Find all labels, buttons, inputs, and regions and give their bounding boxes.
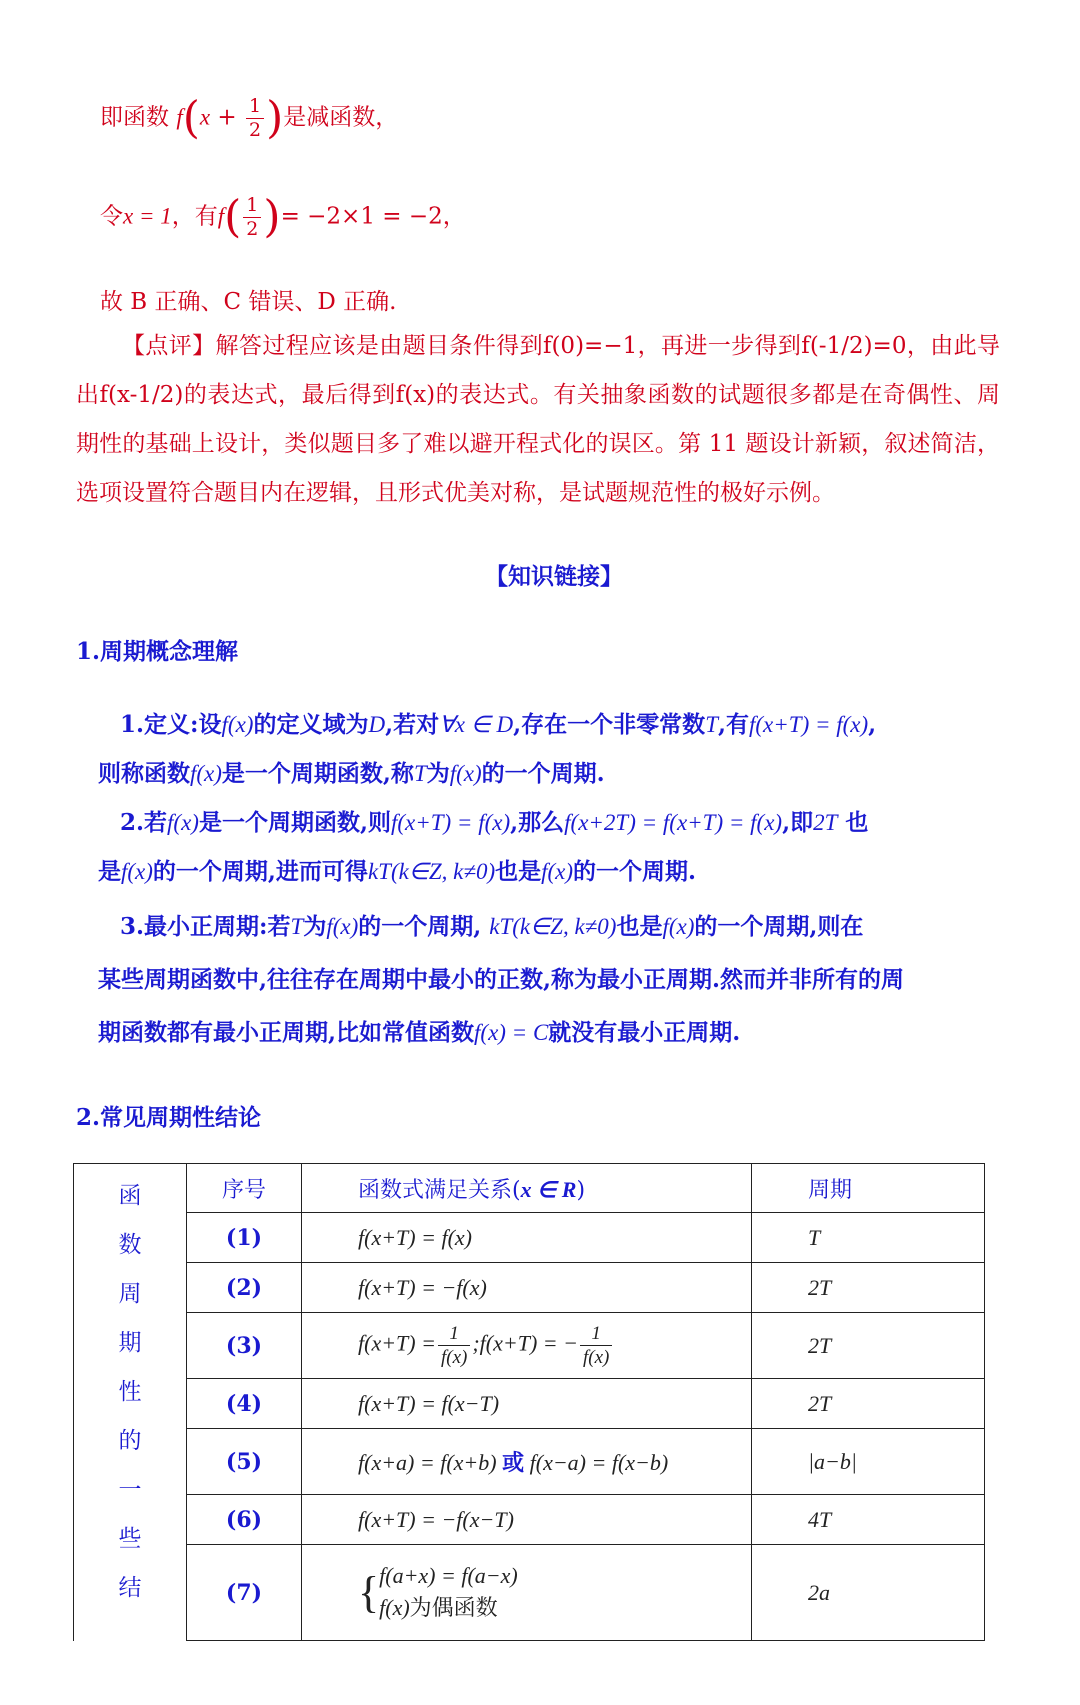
t: 为 bbox=[426, 760, 450, 787]
func: f bbox=[217, 203, 225, 229]
m: f(x) bbox=[221, 712, 254, 737]
row-period: 2T bbox=[752, 1379, 985, 1429]
fraction bbox=[243, 194, 261, 241]
row-period: 2a bbox=[752, 1545, 985, 1641]
t: 函数式满足关系( bbox=[358, 1177, 521, 1203]
t: 某些周期函数中,往往存在周期中最小的正数,称为最小正周期.然而并非所有的周 bbox=[98, 966, 905, 993]
t: 是一个周期函数,则 bbox=[198, 809, 391, 836]
section1-body bbox=[98, 700, 998, 1059]
t: 也是 bbox=[616, 913, 663, 940]
var: x bbox=[199, 104, 211, 130]
fraction bbox=[438, 1322, 470, 1369]
row-period: 2T bbox=[752, 1313, 985, 1379]
m: f(x) bbox=[121, 859, 153, 884]
t: 的一个周期,则在 bbox=[694, 913, 864, 940]
side-char: 结 bbox=[118, 1575, 142, 1601]
t: f(x−a) = f(x−b) bbox=[529, 1450, 669, 1475]
m: kT(k∈Z, k≠0) bbox=[489, 914, 617, 939]
table-row bbox=[74, 1263, 985, 1313]
t: 的一个周期,进而可得 bbox=[152, 858, 368, 885]
t: 2.若 bbox=[120, 809, 168, 836]
header-period: 周期 bbox=[752, 1164, 985, 1213]
table-row bbox=[74, 1429, 985, 1495]
side-char: 的 bbox=[118, 1428, 142, 1454]
paren: ( bbox=[224, 191, 242, 243]
m: f(x) bbox=[190, 761, 222, 786]
t: f(a+x) = f(a−x) bbox=[379, 1563, 518, 1588]
t: 也 bbox=[845, 809, 869, 836]
numerator: 1 bbox=[580, 1322, 612, 1346]
definition-para bbox=[98, 700, 998, 798]
header-relation bbox=[302, 1164, 752, 1213]
t: ,存在一个非零常数 bbox=[513, 711, 706, 738]
periodicity-table bbox=[73, 1163, 985, 1641]
t: 就没有最小正周期. bbox=[548, 1019, 741, 1046]
row-relation bbox=[302, 1545, 752, 1641]
t: , bbox=[868, 711, 877, 738]
paren: ) bbox=[266, 92, 284, 144]
condition: x = 1 bbox=[123, 203, 172, 229]
m: 2T bbox=[813, 810, 838, 835]
text: = −2×1 = −2， bbox=[280, 203, 466, 230]
t: 为 bbox=[303, 913, 327, 940]
comment-text: 解答过程应该是由题目条件得到f(0)=−1，再进一步得到f(-1/2)=0，由此导出f(x-1/2)的表达式，最后得到f(x)的表达式。有关抽象函数的试题很多都是在奇偶性、周期性的基础上设计，类似题目多了难以避开程式化的误区。第 11 题设计新颖，叙述简洁，选项设置符合题目内在逻辑，且形式优美对称，是试题规范性的极好示例。 bbox=[76, 333, 1001, 506]
row-relation: f(x+T) = f(x) bbox=[302, 1213, 752, 1263]
table-row bbox=[74, 1495, 985, 1545]
paren: ) bbox=[263, 191, 281, 243]
row-index: (2) bbox=[187, 1263, 302, 1313]
denominator: f(x) bbox=[582, 1347, 610, 1368]
t: 期函数都有最小正周期,比如常值函数 bbox=[98, 1019, 475, 1046]
solution-line-1: 即函数 f(x + $\frac{1}{2}$ )是减函数， bbox=[100, 92, 399, 144]
fraction bbox=[580, 1322, 612, 1369]
t: 是 bbox=[98, 858, 121, 885]
t: ,即 bbox=[782, 809, 814, 836]
side-char: 数 bbox=[118, 1232, 142, 1258]
numerator: 1 bbox=[438, 1322, 470, 1346]
brace: { bbox=[358, 1567, 380, 1617]
row-index: (1) bbox=[187, 1213, 302, 1263]
side-char: 期 bbox=[118, 1330, 142, 1356]
fraction bbox=[246, 95, 264, 142]
t: ;f(x+T) = − bbox=[472, 1330, 578, 1356]
t: f(x+T) = bbox=[358, 1330, 436, 1356]
side-char: 性 bbox=[118, 1379, 142, 1405]
t: ,那么 bbox=[510, 809, 565, 836]
row-relation: f(x+T) = −f(x) bbox=[302, 1263, 752, 1313]
t: 的定义域为 bbox=[253, 711, 369, 738]
m: T bbox=[705, 712, 718, 737]
t: 1.定义:设 bbox=[120, 711, 222, 738]
denominator: f(x) bbox=[440, 1347, 468, 1368]
t: 为偶函数 bbox=[409, 1596, 498, 1621]
m: x ∈ R bbox=[520, 1176, 577, 1202]
t: ,若对 bbox=[385, 711, 440, 738]
row-index: (5) bbox=[187, 1429, 302, 1495]
t: 的一个周期. bbox=[573, 858, 697, 885]
m: f(x) bbox=[449, 761, 482, 786]
m: f(x+2T) = f(x+T) = f(x) bbox=[564, 810, 783, 835]
text: 即函数 bbox=[100, 104, 169, 131]
text: ，有 bbox=[171, 203, 218, 230]
text: 是减函数， bbox=[283, 104, 399, 131]
row-relation bbox=[302, 1429, 752, 1495]
paren: ( bbox=[182, 92, 200, 144]
solution-line-3: 故 B 正确、C 错误、D 正确. bbox=[100, 289, 397, 315]
row-period: |a−b| bbox=[752, 1429, 985, 1495]
m: f(x) bbox=[326, 914, 359, 939]
row-index: (3) bbox=[187, 1313, 302, 1379]
m: T bbox=[413, 761, 427, 786]
t: 则称函数 bbox=[98, 760, 190, 787]
solution-line-2 bbox=[100, 191, 466, 243]
side-char: 一 bbox=[118, 1477, 142, 1503]
row-relation: f(x+T) = f(x−T) bbox=[302, 1379, 752, 1429]
side-char: 周 bbox=[118, 1281, 142, 1307]
side-label bbox=[74, 1164, 187, 1641]
denominator: 2 bbox=[246, 218, 259, 240]
row-index: (6) bbox=[187, 1495, 302, 1545]
t: 3.最小正周期:若 bbox=[120, 913, 291, 940]
min-period-para bbox=[98, 900, 998, 1059]
t: ,有 bbox=[717, 711, 749, 738]
row-relation: f(x+T) = −f(x−T) bbox=[302, 1495, 752, 1545]
row-period: 2T bbox=[752, 1263, 985, 1313]
t: 是一个周期函数,称 bbox=[221, 760, 414, 787]
table-row bbox=[74, 1545, 985, 1641]
m: D bbox=[368, 712, 386, 737]
row-relation bbox=[302, 1313, 752, 1379]
section1-title: 1.周期概念理解 bbox=[76, 638, 239, 665]
system bbox=[379, 1560, 518, 1625]
m: f(x+T) = f(x) bbox=[390, 810, 511, 835]
m: f(x) bbox=[541, 859, 574, 884]
period-multiple-para bbox=[98, 798, 998, 896]
numerator: 1 bbox=[246, 95, 264, 119]
text: 令 bbox=[100, 203, 123, 230]
m: T bbox=[290, 914, 304, 939]
denominator: 2 bbox=[249, 119, 262, 141]
t: 的一个周期, bbox=[358, 913, 482, 940]
knowledge-title: 【知识链接】 bbox=[485, 563, 623, 590]
row-index: (4) bbox=[187, 1379, 302, 1429]
table-row bbox=[74, 1313, 985, 1379]
t: f(x+a) = f(x+b) bbox=[358, 1450, 497, 1475]
m: f(x) bbox=[167, 810, 199, 835]
side-char: 些 bbox=[118, 1526, 142, 1552]
row-period: 4T bbox=[752, 1495, 985, 1545]
t: 也是 bbox=[495, 858, 542, 885]
m: kT(k∈Z, k≠0) bbox=[367, 859, 496, 884]
t: ) bbox=[576, 1177, 586, 1203]
comment-paragraph bbox=[76, 322, 1000, 518]
section2-title: 2.常见周期性结论 bbox=[76, 1104, 262, 1131]
comment-label: 【点评】 bbox=[122, 333, 216, 359]
t: 或 bbox=[502, 1450, 525, 1476]
m: f(x) = C bbox=[474, 1020, 549, 1045]
row-period: T bbox=[752, 1213, 985, 1263]
side-char: 函 bbox=[118, 1183, 142, 1209]
m: ∀x ∈ D bbox=[439, 712, 514, 737]
header-index: 序号 bbox=[187, 1164, 302, 1213]
t: 的一个周期. bbox=[481, 760, 605, 787]
t: f(x) bbox=[379, 1595, 410, 1620]
table-row bbox=[74, 1379, 985, 1429]
table-row bbox=[74, 1213, 985, 1263]
func: f bbox=[176, 104, 183, 130]
m: f(x+T) = f(x) bbox=[749, 712, 869, 737]
m: f(x) bbox=[662, 914, 695, 939]
row-index: (7) bbox=[187, 1545, 302, 1641]
numerator: 1 bbox=[243, 194, 261, 218]
